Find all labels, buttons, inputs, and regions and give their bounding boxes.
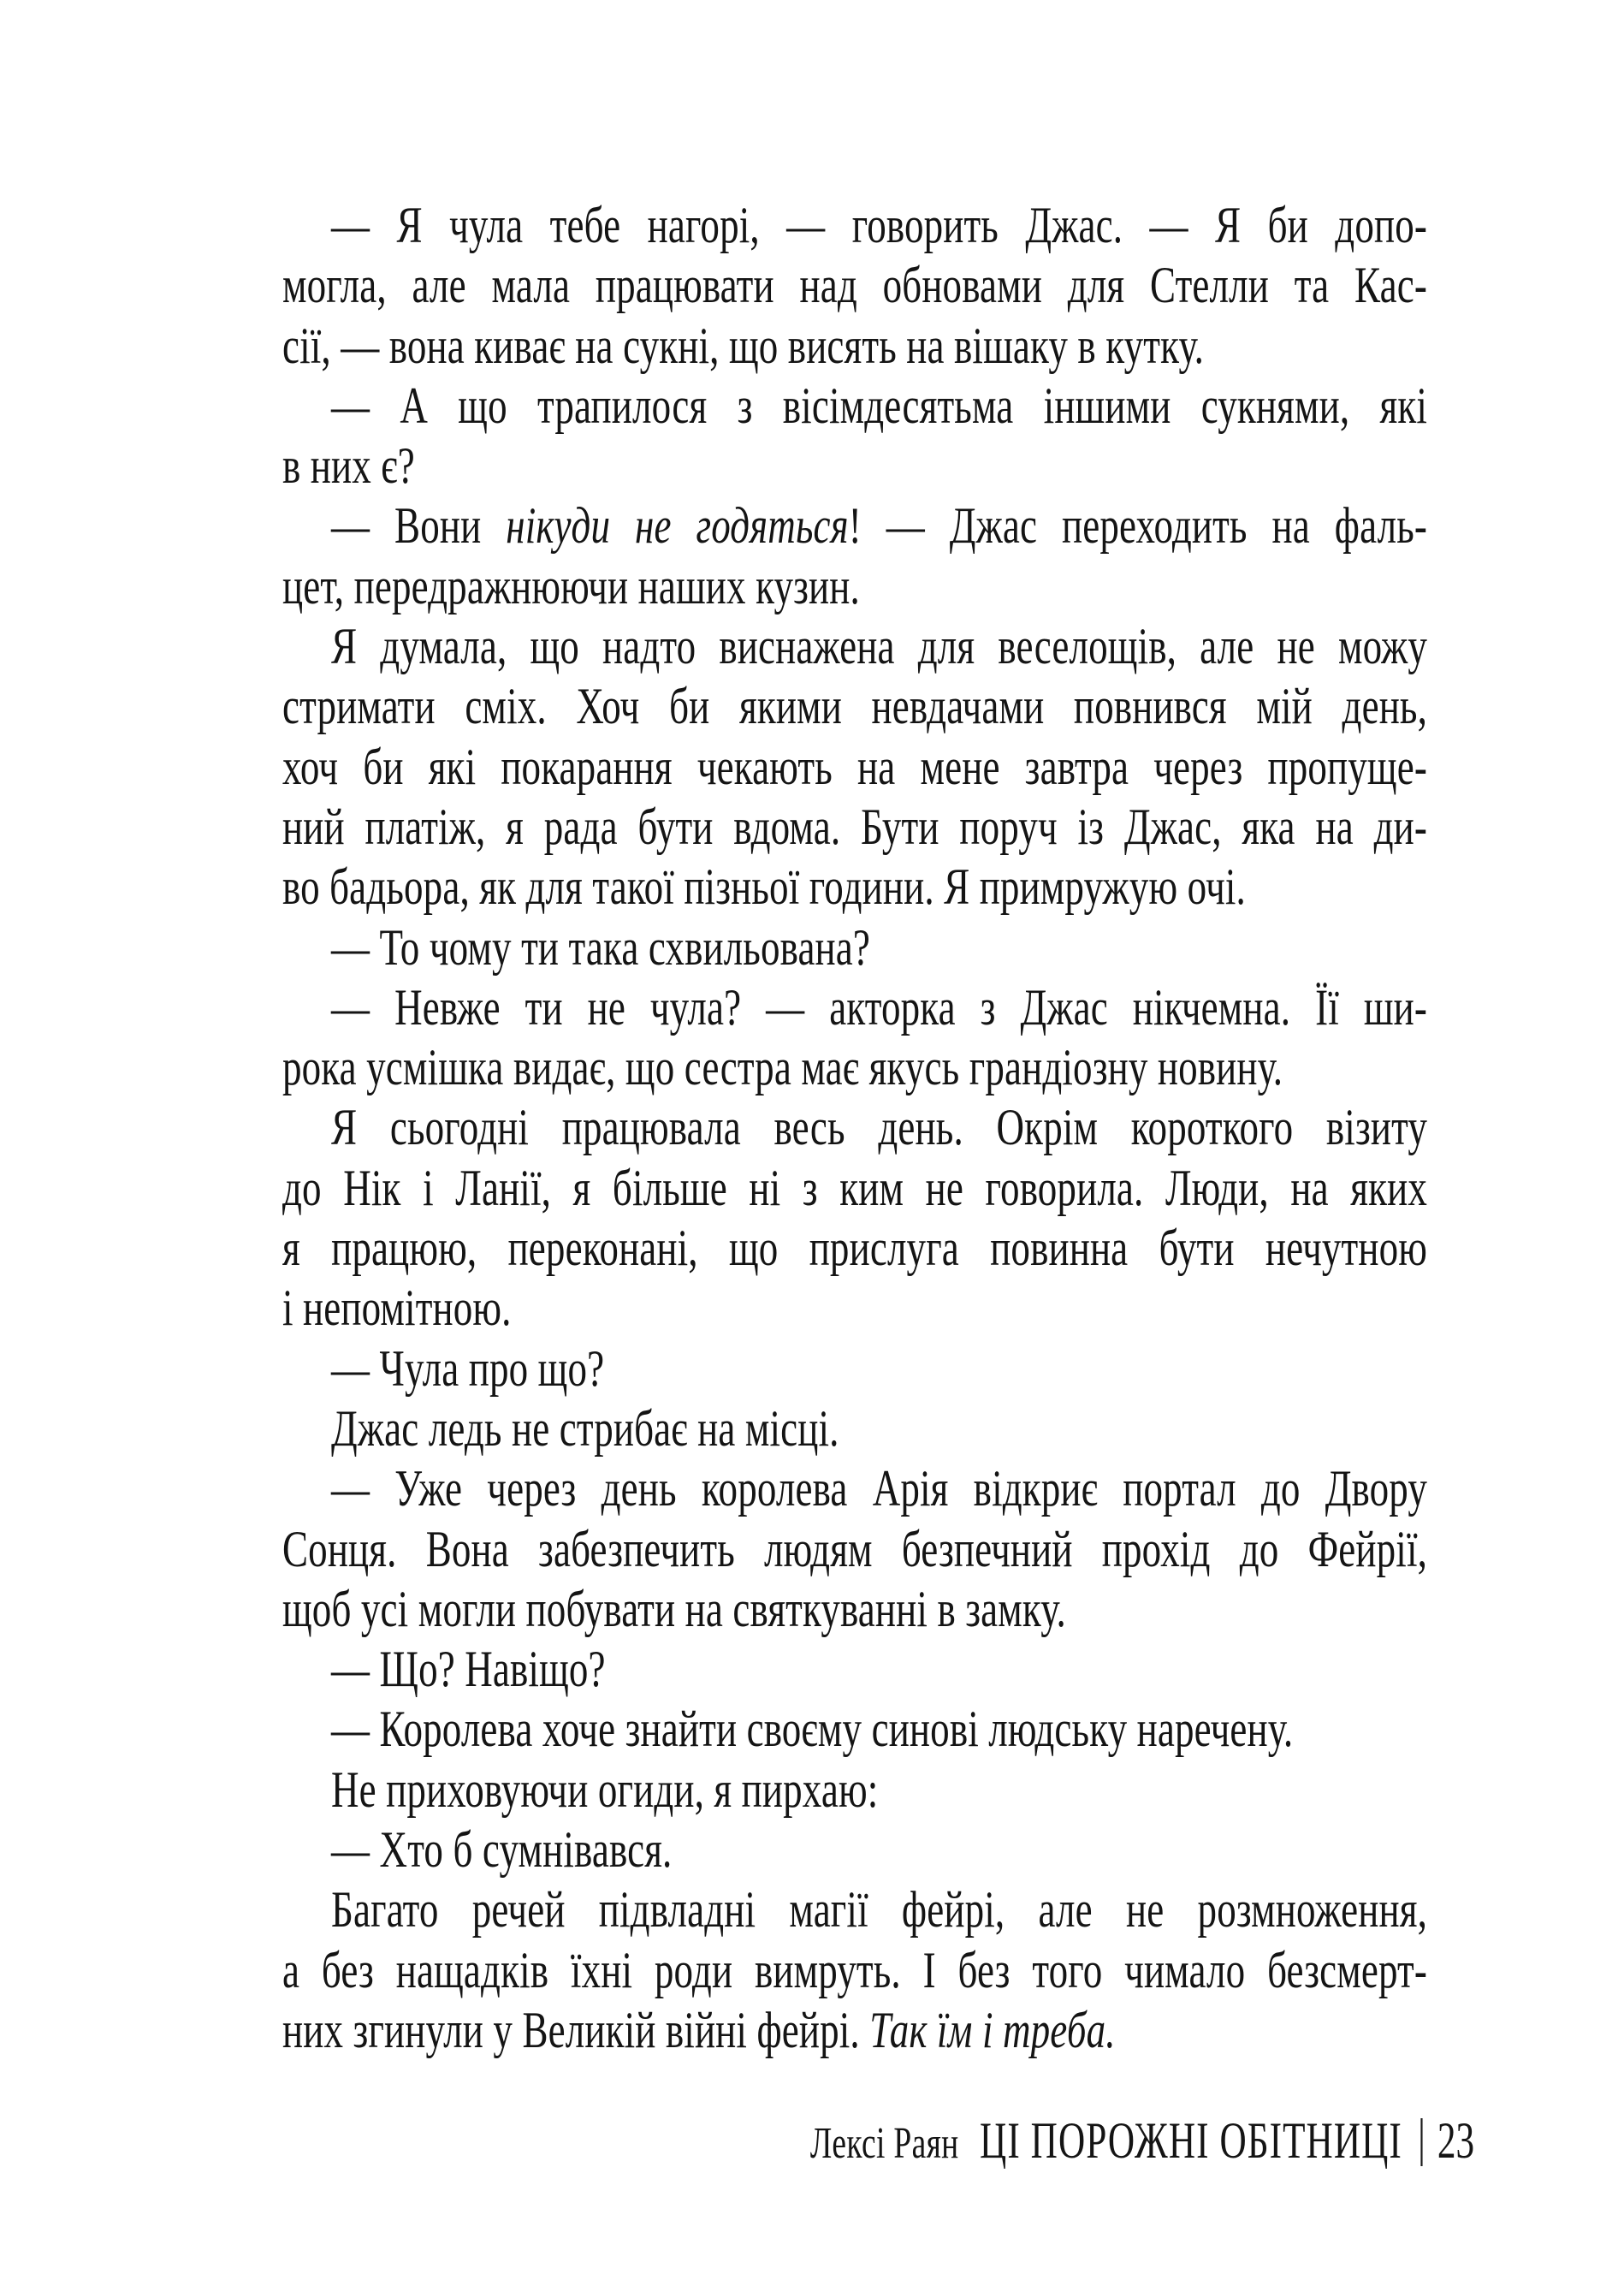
text-line: Багато речей підвладні магії фейрі, але не розмноження, (331, 1881, 1427, 1939)
text-line: Не приховуючи огиди, я пирхаю: (331, 1760, 879, 1818)
text-block (282, 195, 1427, 2060)
text-line: — Чула про що? (331, 1339, 605, 1397)
footer-divider (1420, 2118, 1422, 2166)
text-line: до Нік і Ланії, я більше ні з ким не говорила. Люди, на яких (282, 1159, 1427, 1216)
text-line: них згинули у Великій війні фейрі. Так їм і треба. (282, 2001, 1116, 2058)
footer-page-number: 23 (1437, 2112, 1474, 2169)
text-line: — Я чула тебе нагорі, — говорить Джас. — Я би допо- (331, 197, 1427, 253)
text-line: — Королева хоче знайти своєму синові людську наречену. (331, 1701, 1294, 1758)
text-line: — Невже ти не чула? — акторка з Джас нікчемна. Її ши- (331, 978, 1427, 1036)
text-line: в них є? (282, 437, 415, 495)
text-line: стримати сміх. Хоч би якими невдачами повнився мій день, (282, 678, 1427, 735)
footer-author: Лексі Раян (809, 2119, 959, 2168)
text-line: і непомітною. (282, 1279, 512, 1337)
footer-book-title: ЦІ ПОРОЖНІ ОБІТНИЦІ (979, 2112, 1402, 2169)
text-line: Джас ледь не стрибає на місці. (331, 1399, 839, 1457)
text-line: щоб усі могли побувати на святкуванні в замку. (282, 1580, 1066, 1637)
text-line: — Хто б сумнівався. (331, 1821, 673, 1879)
text-line: — Вони нікуди не годяться! — Джас переходить на фаль- (331, 497, 1427, 555)
text-line: могла, але мала працювати над обновами для Стелли та Кас- (282, 257, 1427, 314)
text-line: Я сьогодні працювала весь день. Окрім короткого візиту (331, 1099, 1427, 1156)
footer (810, 2111, 1474, 2170)
text-line: цет, передражнюючи наших кузин. (282, 557, 860, 615)
text-line: хоч би які покарання чекають на мене завтра через пропуще- (282, 738, 1427, 795)
text-line: я працюю, переконані, що прислуга повинна бути нечутною (282, 1220, 1427, 1277)
text-line: — А що трапилося з вісімдесятьма іншими сукнями, які (331, 377, 1427, 434)
text-line: сії, — вона киває на сукні, що висять на вішаку в кутку. (282, 317, 1204, 374)
text-line: — Уже через день королева Арія відкриє портал до Двору (331, 1460, 1427, 1517)
text-line: во бадьора, як для такої пізньої години. Я примружую очі. (282, 858, 1246, 916)
text-line: а без нащадків їхні роди вимруть. І без того чимало безсмерт- (282, 1941, 1427, 1998)
text-line: — То чому ти така схвильована? (331, 918, 871, 976)
text-line: Я думала, що надто виснажена для веселощів, але не можу (331, 618, 1427, 675)
text-line: рока усмішка видає, що сестра має якусь грандіозну новину. (282, 1039, 1283, 1096)
text-line: — Що? Навіщо? (331, 1641, 606, 1698)
text-line: ний платіж, я рада бути вдома. Бути поруч із Джас, яка на ди- (282, 798, 1427, 855)
text-line: Сонця. Вона забезпечить людям безпечний прохід до Фейрії, (282, 1520, 1427, 1577)
